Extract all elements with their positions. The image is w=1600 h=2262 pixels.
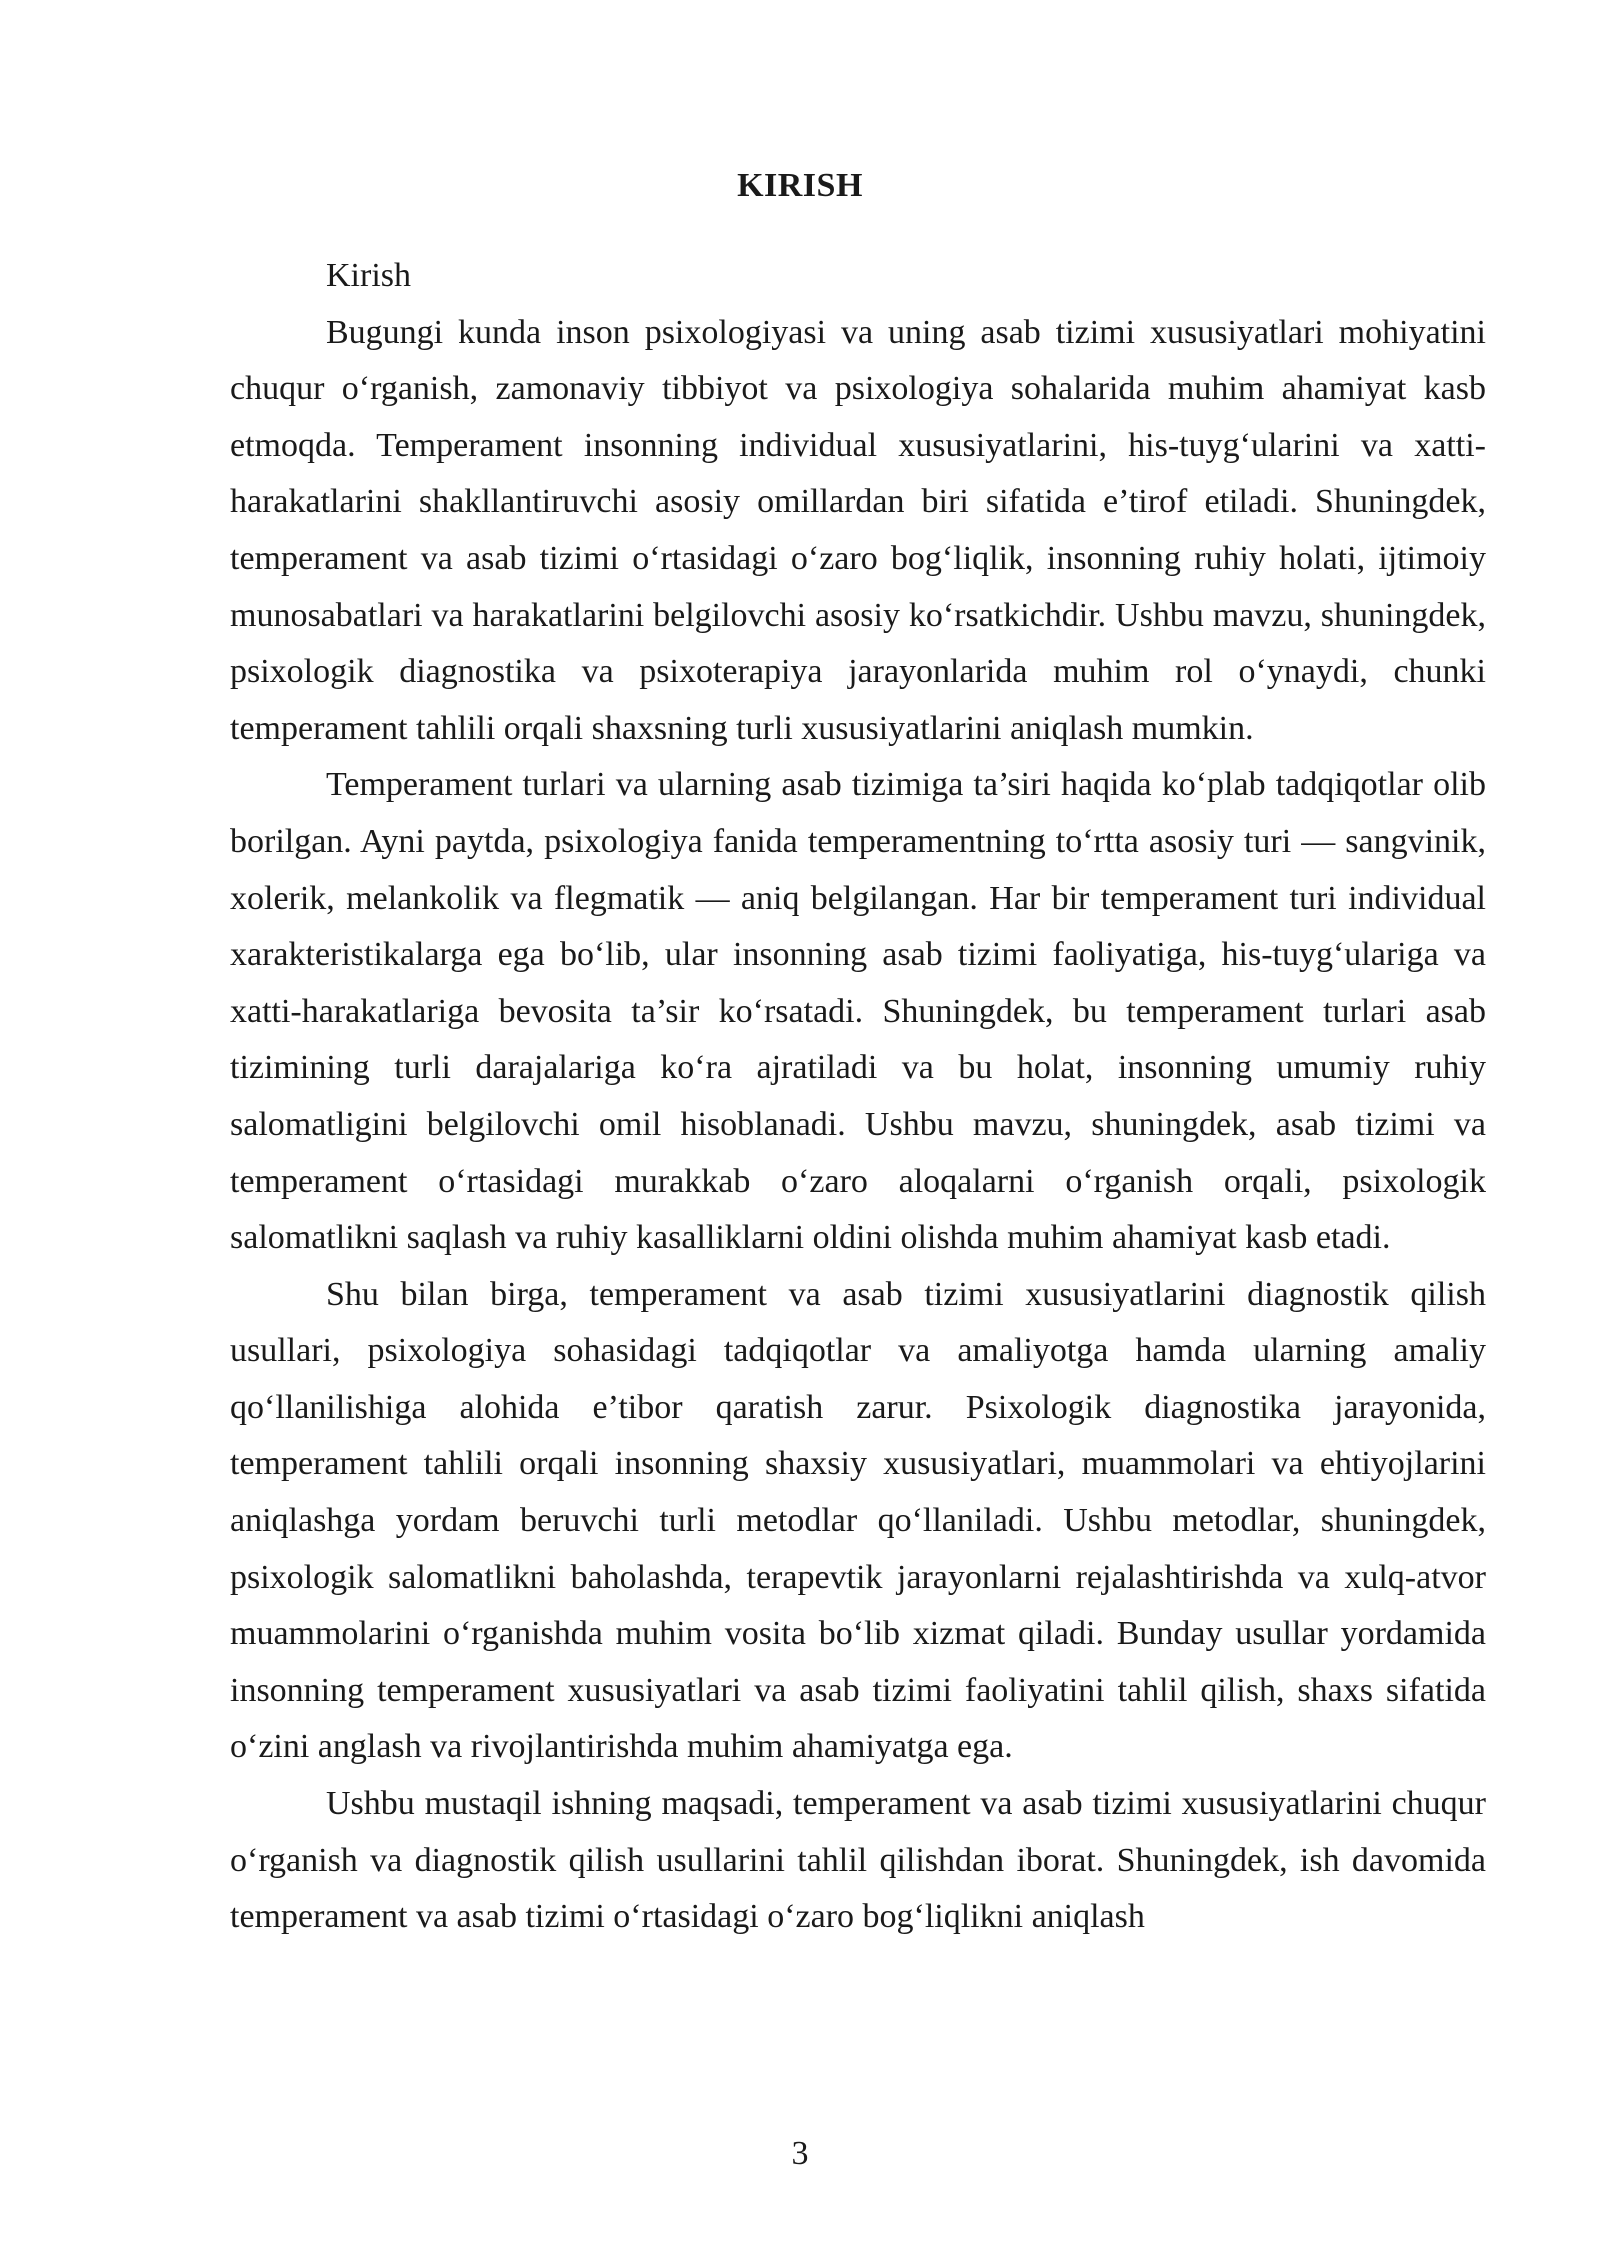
paragraph-heading: Kirish [326, 257, 411, 294]
page-number: 3 [791, 2135, 809, 2172]
paragraph: Ushbu mustaqil ishning maqsadi, temperament va asab tizimi xususiyatlarini chuqur o‘rganish va diagnostik qilish usullarini tahlil qilishdan iborat. Shuningdek, ish davomida temperament va asab tizimi o‘rtasidagi o‘zaro bog‘liqlikni aniqlash [230, 1785, 1486, 1936]
document-body [230, 248, 1486, 1946]
paragraph: Bugungi kunda inson psixologiyasi va uning asab tizimi xususiyatlari mohiyatini chuqur o‘rganish, zamonaviy tibbiyot va psixologiya sohalarida muhim ahamiyat kasb etmoqda. Temperament insonning individual xususiyatlarini, his-tuyg‘ularini va xatti-harakatlarini shakllantiruvchi asosiy omillardan biri sifatida e’tirof etiladi. Shuningdek, temperament va asab tizimi o‘rtasidagi o‘zaro bog‘liqlik, insonning ruhiy holati, ijtimoiy munosabatlari va harakatlarini belgilovchi asosiy ko‘rsatkichdir. Ushbu mavzu, shuningdek, psixologik diagnostika va psixoterapiya jarayonlarida muhim rol o‘ynaydi, chunki temperament tahlili orqali shaxsning turli xususiyatlarini aniqlash mumkin. [230, 313, 1486, 747]
paragraph: Temperament turlari va ularning asab tizimiga ta’siri haqida ko‘plab tadqiqotlar olib borilgan. Ayni paytda, psixologiya fanida temperamentning to‘rtta asosiy turi — sangvinik, xolerik, melankolik va flegmatik — aniq belgilangan. Har bir temperament turi individual xarakteristikalarga ega bo‘lib, ular insonning asab tizimi faoliyatiga, his-tuyg‘ulariga va xatti-harakatlariga bevosita ta’sir ko‘rsatadi. Shuningdek, bu temperament turlari asab tizimining turli darajalariga ko‘ra ajratiladi va bu holat, insonning umumiy ruhiy salomatligini belgilovchi omil hisoblanadi. Ushbu mavzu, shuningdek, asab tizimi va temperament o‘rtasidagi murakkab o‘zaro aloqalarni o‘rganish orqali, psixologik salomatlikni saqlash va ruhiy kasalliklarni oldini olishda muhim ahamiyat kasb etadi. [230, 766, 1486, 1257]
paragraph: Shu bilan birga, temperament va asab tizimi xususiyatlarini diagnostik qilish usullari, psixologiya sohasidagi tadqiqotlar va amaliyotga hamda ularning amaliy qo‘llanilishiga alohida e’tibor qaratish zarur. Psixologik diagnostika jarayonida, temperament tahlili orqali insonning shaxsiy xususiyatlari, muammolari va ehtiyojlarini aniqlashga yordam beruvchi turli metodlar qo‘llaniladi. Ushbu metodlar, shuningdek, psixologik salomatlikni baholashda, terapevtik jarayonlarni rejalashtirishda va xulq-atvor muammolarini o‘rganishda muhim vosita bo‘lib xizmat qiladi. Bunday usullar yordamida insonning temperament xususiyatlari va asab tizimi faoliyatini tahlil qilish, shaxs sifatida o‘zini anglash va rivojlantirishda muhim ahamiyatga ega. [230, 1275, 1486, 1766]
section-title: KIRISH [737, 167, 863, 204]
